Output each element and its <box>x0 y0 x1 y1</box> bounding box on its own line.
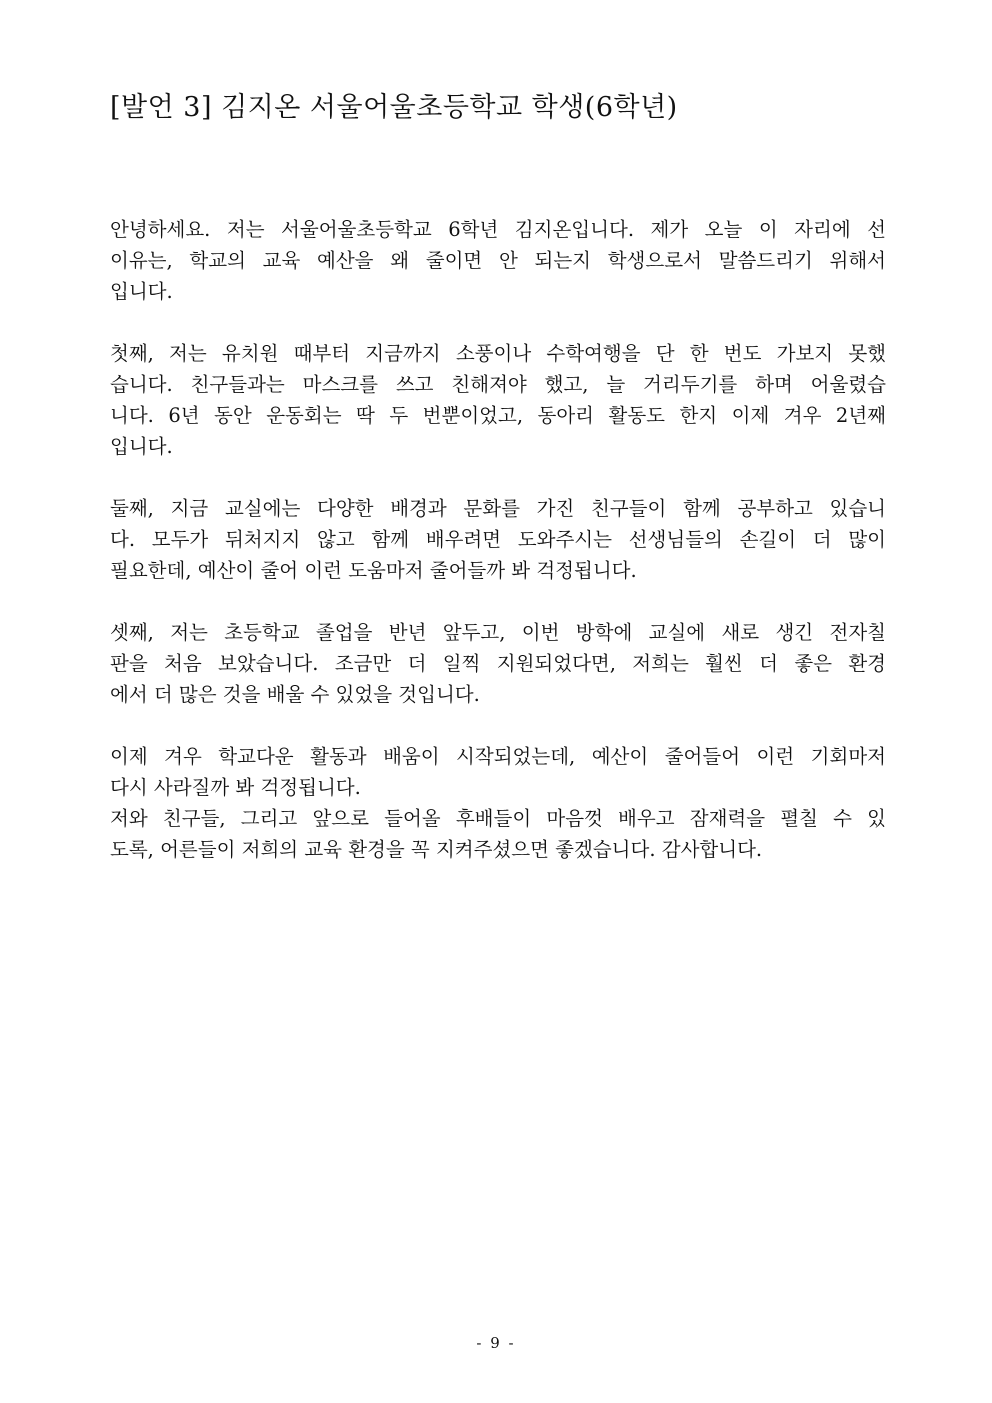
text-line: 셋째, 저는 초등학교 졸업을 반년 앞두고, 이번 방학에 교실에 새로 생긴 전자칠 <box>110 621 886 644</box>
paragraph-first-point <box>110 338 886 462</box>
text-line: 입니다. <box>110 280 173 303</box>
text-line: 첫째, 저는 유치원 때부터 지금까지 소풍이나 수학여행을 단 한 번도 가보지 못했 <box>110 342 886 365</box>
speech-body <box>110 214 886 865</box>
text-line: 다시 사라질까 봐 걱정됩니다. <box>110 776 361 799</box>
text-line: 이제 겨우 학교다운 활동과 배움이 시작되었는데, 예산이 줄어들어 이런 기회마저 <box>110 745 886 768</box>
text-line: 필요한데, 예산이 줄어 이런 도움마저 줄어들까 봐 걱정됩니다. <box>110 559 637 582</box>
text-line: 니다. 6년 동안 운동회는 딱 두 번뿐이었고, 동아리 활동도 한지 이제 겨우 2년째 <box>110 404 886 427</box>
page-number: - 9 - <box>476 1334 516 1352</box>
text-line: 에서 더 많은 것을 배울 수 있었을 것입니다. <box>110 683 480 706</box>
text-line: 둘째, 지금 교실에는 다양한 배경과 문화를 가진 친구들이 함께 공부하고 있습니 <box>110 497 886 520</box>
page-title: [발언 3] 김지온 서울어울초등학교 학생(6학년) <box>110 92 678 123</box>
text-line: 도록, 어른들이 저희의 교육 환경을 꼭 지켜주셨으면 좋겠습니다. 감사합니다. <box>110 838 763 861</box>
paragraph-second-point <box>110 493 886 586</box>
text-line: 저와 친구들, 그리고 앞으로 들어올 후배들이 마음껏 배우고 잠재력을 펼칠 수 있 <box>110 807 886 830</box>
text-line: 판을 처음 보았습니다. 조금만 더 일찍 지원되었다면, 저희는 훨씬 더 좋은 환경 <box>110 652 886 675</box>
text-line: 입니다. <box>110 435 173 458</box>
text-line: 다. 모두가 뒤처지지 않고 함께 배우려면 도와주시는 선생님들의 손길이 더 많이 <box>110 528 886 551</box>
text-line: 습니다. 친구들과는 마스크를 쓰고 친해져야 했고, 늘 거리두기를 하며 어울렸습 <box>110 373 886 396</box>
paragraph-greeting <box>110 214 886 307</box>
paragraph-closing <box>110 803 886 865</box>
paragraph-concern <box>110 741 886 803</box>
text-line: 안녕하세요. 저는 서울어울초등학교 6학년 김지온입니다. 제가 오늘 이 자리에 선 <box>110 218 886 241</box>
paragraph-third-point <box>110 617 886 710</box>
text-line: 이유는, 학교의 교육 예산을 왜 줄이면 안 되는지 학생으로서 말씀드리기 위해서 <box>110 249 886 272</box>
